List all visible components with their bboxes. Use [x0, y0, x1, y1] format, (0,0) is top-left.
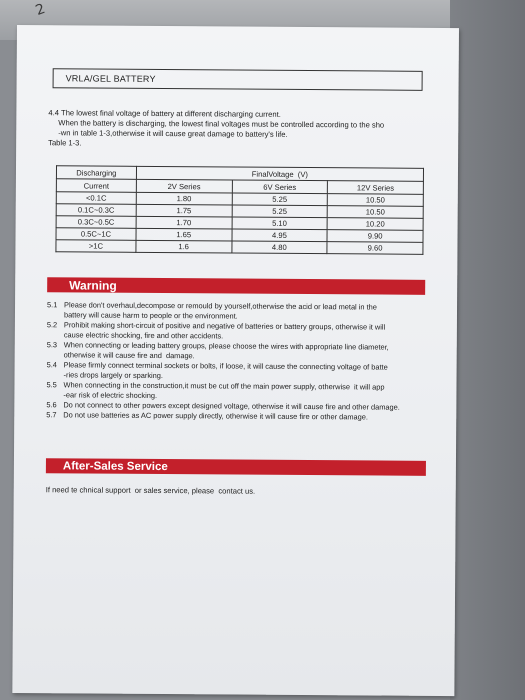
header-cell-final-voltage: FinalVoltage (V)	[136, 166, 423, 181]
section-4-4	[48, 108, 448, 151]
header-cell-current: Current	[56, 179, 136, 193]
header-cell-6v: 6V Series	[232, 180, 328, 194]
item-line: otherwise it will cause fire and damage.	[63, 350, 195, 361]
table-cell: 9.90	[327, 230, 423, 243]
item-number: 5.6	[46, 400, 57, 410]
header-cell-2v: 2V Series	[136, 179, 232, 193]
table-cell: 5.10	[232, 217, 328, 230]
item-line: cause electric shocking, fire and other accidents.	[63, 330, 224, 341]
item-line: Prohibit making short-circuit of positive and negative of batteries or battery groups, otherwise it will	[63, 320, 386, 332]
document-page	[12, 25, 459, 696]
warning-banner	[47, 277, 425, 295]
after-sales-title: After-Sales Service	[62, 459, 168, 473]
section-line: The lowest final voltage of battery at different discharging current.	[61, 108, 281, 119]
item-line: -ear risk of electric shocking.	[63, 390, 158, 400]
warning-item	[47, 360, 452, 383]
background-cabinet	[450, 0, 525, 700]
document-title: VRLA/GEL BATTERY	[65, 73, 156, 84]
item-line: Please don't overhaul,decompose or remould by yourself,otherwise the acid or lead metal in the	[64, 300, 377, 312]
table-cell: 4.95	[232, 229, 328, 242]
warning-item	[47, 320, 452, 343]
warning-item	[46, 380, 451, 403]
warning-item	[46, 410, 451, 423]
table-cell: 5.25	[232, 193, 328, 206]
item-number: 5.7	[46, 410, 57, 420]
table-cell: 10.50	[327, 206, 423, 219]
table-cell: 10.20	[327, 218, 423, 231]
section-line: When the battery is discharging, the lowest final voltages must be controlled according to the sho	[58, 118, 385, 130]
table-cell: 9.60	[327, 242, 423, 255]
table-cell: 0.1C~0.3C	[56, 204, 136, 217]
document-header	[53, 68, 423, 91]
item-line: Please firmly connect terminal sockets or bolts, if loose, it will cause the connecting voltage of batte	[63, 360, 388, 372]
item-line: battery will cause harm to people or the environment.	[63, 310, 238, 321]
header-cell-12v: 12V Series	[328, 181, 424, 195]
table-cell: 1.70	[136, 216, 232, 229]
table-cell: 1.6	[136, 240, 232, 253]
item-line: -ries drops largely or sparking.	[63, 370, 163, 381]
item-number: 5.1	[47, 300, 58, 310]
table-row	[56, 240, 423, 255]
item-number: 5.3	[46, 340, 58, 350]
item-line: When connecting in the construction,it must be cut off the main power supply, otherwise it will app	[63, 380, 385, 392]
item-line: Do not use batteries as AC power supply directly, otherwise it will cause fire or other damage.	[63, 410, 368, 422]
table-cell: 1.80	[136, 192, 232, 205]
final-voltage-table	[55, 165, 424, 255]
table-cell: >1C	[56, 240, 136, 253]
warning-item	[47, 300, 452, 323]
item-number: 5.2	[46, 320, 58, 330]
after-sales-banner	[46, 458, 426, 476]
item-number: 5.5	[46, 380, 57, 390]
header-cell-discharging: Discharging	[56, 166, 136, 180]
table-cell: 4.80	[231, 241, 327, 254]
table-cell: 0.3C~0.5C	[56, 216, 136, 229]
item-line: Do not connect to other powers except designed voltage, otherwise it will cause fire and other damage.	[63, 400, 400, 412]
warning-item	[47, 340, 452, 363]
item-line: When connecting or leading battery groups, please choose the wires with appropriate line diameter,	[63, 340, 389, 352]
table-cell: 1.75	[136, 204, 232, 217]
item-number: 5.4	[46, 360, 57, 370]
table-cell: 10.50	[327, 194, 423, 207]
corner-mark: 2	[33, 0, 48, 20]
warning-list	[46, 300, 452, 423]
table-caption: Table 1-3.	[48, 138, 82, 148]
table-cell: 5.25	[232, 205, 328, 218]
section-line: -wn in table 1-3,otherwise it will cause great damage to battery's life.	[58, 128, 288, 139]
table-cell: 0.5C~1C	[56, 228, 136, 241]
table-cell: <0.1C	[56, 192, 136, 205]
warning-title: Warning	[69, 277, 117, 293]
support-text: If need te chnical support or sales service, please contact us.	[45, 485, 256, 496]
section-number: 4.4	[48, 108, 59, 118]
table-cell: 1.65	[136, 228, 232, 241]
